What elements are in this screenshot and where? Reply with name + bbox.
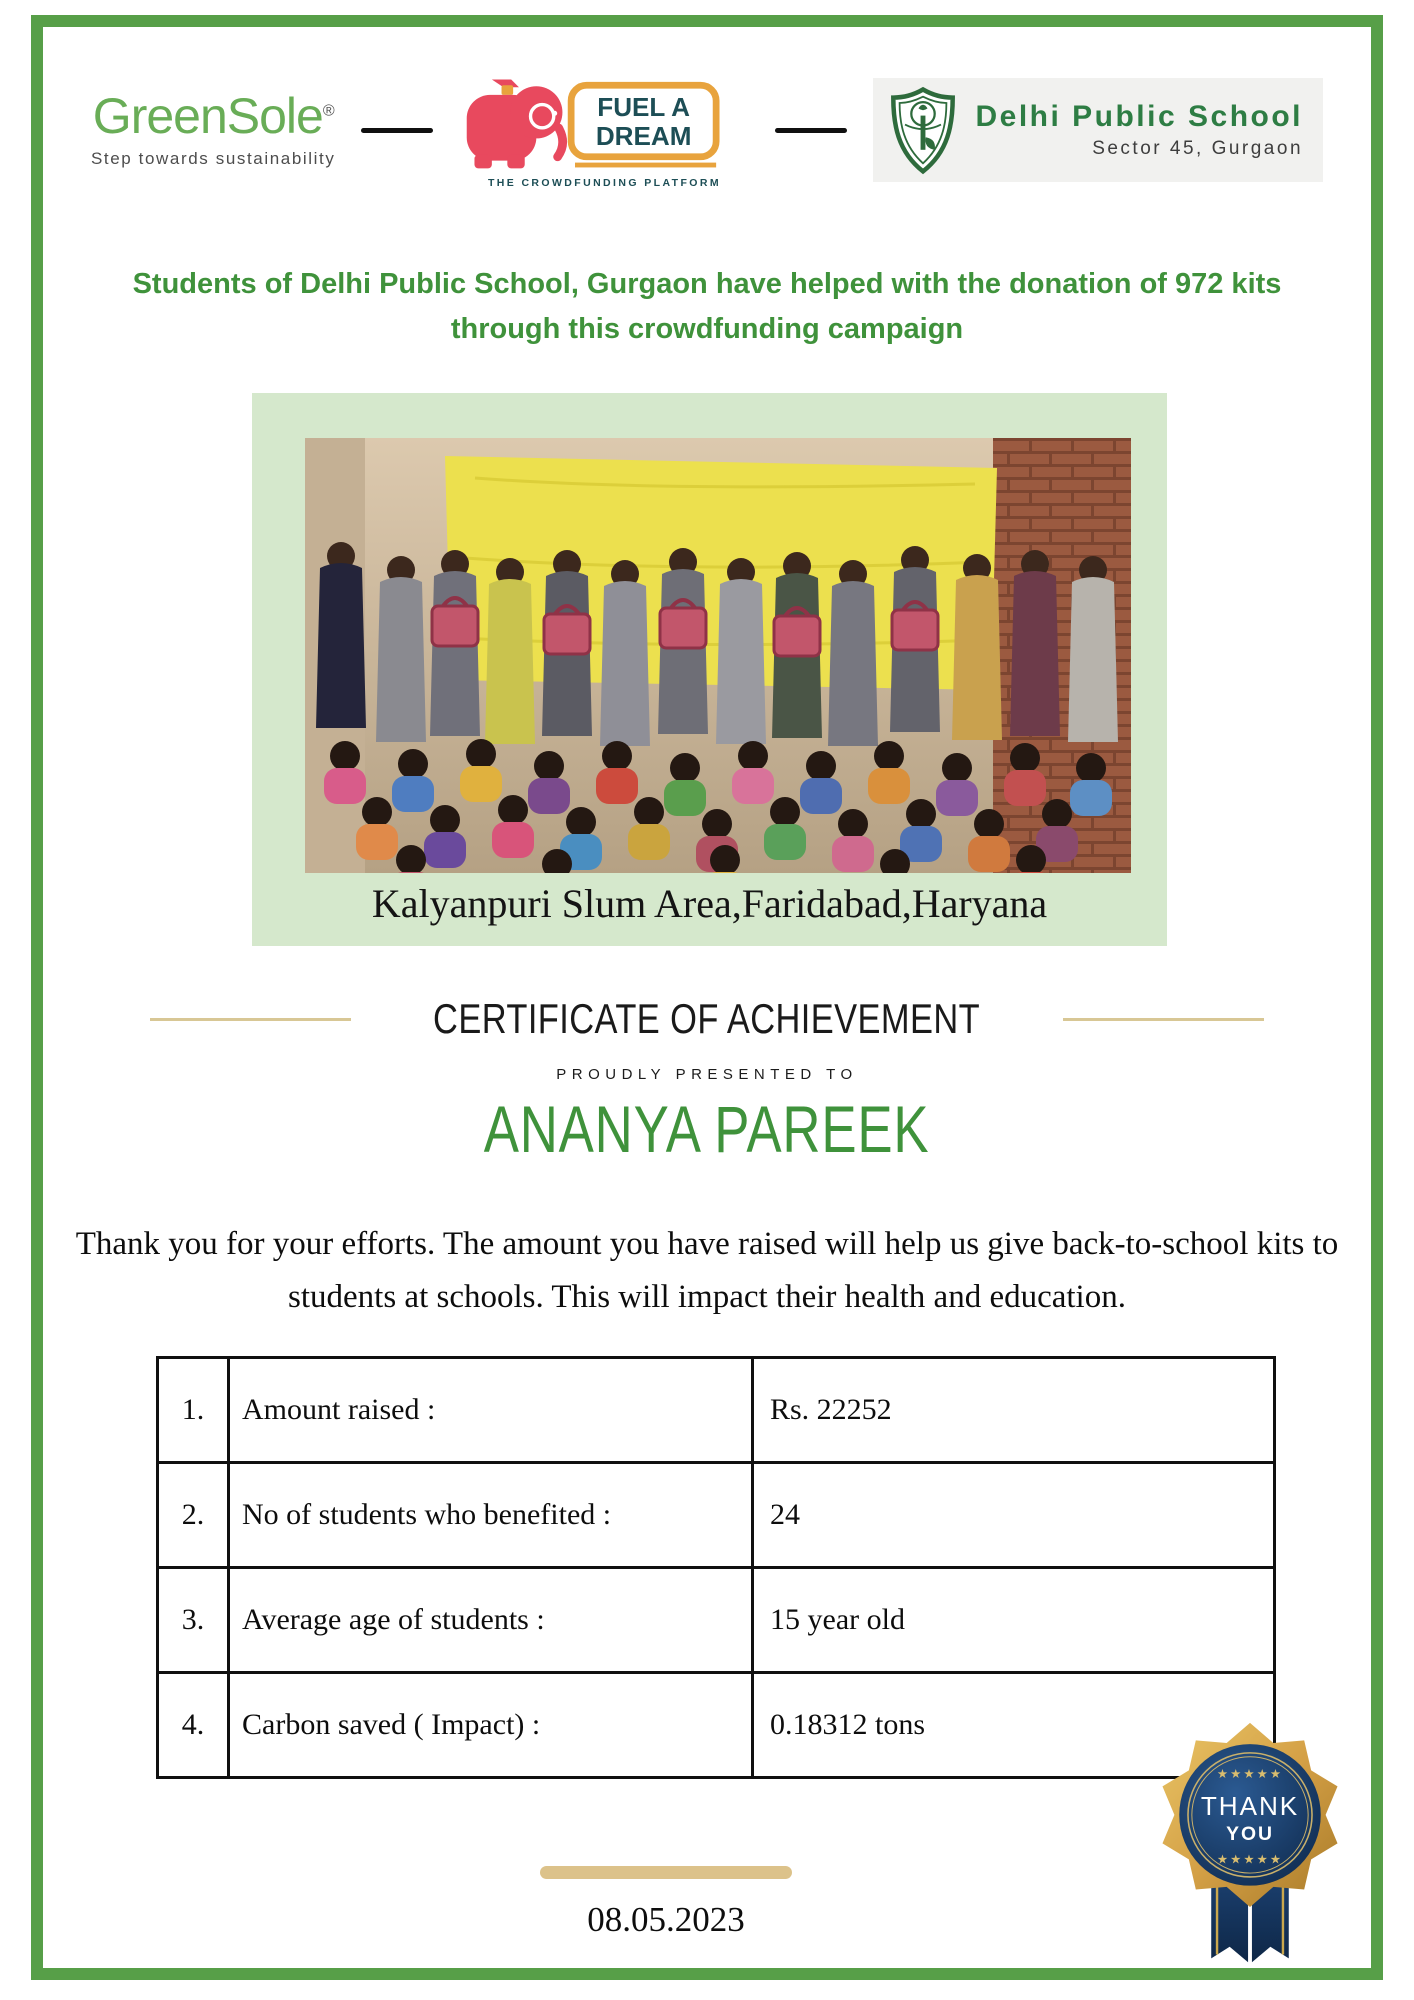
headline-line1: Students of Delhi Public School, Gurgaon have helped with the donation of 972 kits [132,268,1282,300]
dps-shield-icon [887,84,959,176]
table-row [158,1568,1275,1673]
row-label: Average age of students : [229,1568,753,1673]
table-row [158,1463,1275,1568]
event-photo [305,438,1131,873]
row-value: 0.18312 tons [753,1673,1275,1778]
table-row [158,1673,1275,1778]
partner-logos-row [55,70,1359,190]
row-label: No of students who benefited : [229,1463,753,1568]
row-value: 24 [753,1463,1275,1568]
fuel-a-dream-logo [459,72,749,189]
gold-divider [540,1866,792,1879]
greensole-tagline: Step towards sustainability [90,149,336,168]
row-value: Rs. 22252 [753,1358,1275,1463]
fad-tagline: THE CROWDFUNDING PLATFORM [487,176,721,189]
table-row [158,1358,1275,1463]
row-number: 3. [158,1568,229,1673]
row-value: 15 year old [753,1568,1275,1673]
separator-dash-icon [775,128,847,133]
photo-card [252,393,1167,946]
badge-stars-bottom: ★★★★★ [1216,1852,1284,1867]
greensole-wordmark [92,88,334,144]
badge-thank: THANK [1200,1790,1300,1821]
row-label: Amount raised : [229,1358,753,1463]
title-rule-right [1063,1018,1264,1021]
fad-text-line2: DREAM [596,120,692,151]
headline-line2: through this crowdfunding campaign [450,313,964,345]
badge-stars-top: ★★★★★ [1216,1767,1284,1782]
row-number: 4. [158,1673,229,1778]
dps-location: Sector 45, Gurgaon [1092,138,1304,159]
recipient-name [0,1092,1414,1166]
registered-mark: ® [322,102,334,120]
certificate-title-row [150,995,1264,1043]
photo-scene-illustration [305,438,1131,873]
fad-text-line1: FUEL A [597,91,691,122]
separator-dash-icon [361,128,433,133]
row-number: 2. [158,1463,229,1568]
certificate-date: 08.05.2023 [587,1900,745,1939]
title-rule-left [150,1018,351,1021]
greensole-name: GreenSole [92,88,323,144]
badge-you: YOU [1226,1823,1274,1846]
impact-stats-table [156,1356,1276,1779]
presented-to-label: PROUDLY PRESENTED TO [556,1066,858,1083]
fuel-a-dream-elephant-icon [459,72,749,172]
dps-logo-block [873,78,1323,182]
greensole-logo [90,88,336,169]
dps-name: Delhi Public School [975,100,1304,133]
row-label: Carbon saved ( Impact) : [229,1673,753,1778]
dps-text-block [975,100,1303,160]
thank-you-message: Thank you for your efforts. The amount you have raised will help us give back-to-school kits to students at schools. This will impact their health and education. [75,1226,1339,1316]
certificate-title: CERTIFICATE OF ACHIEVEMENT [433,995,981,1042]
recipient-name-text: ANANYA PAREEK [484,1092,930,1166]
campaign-headline [60,262,1354,352]
photo-caption: Kalyanpuri Slum Area,Faridabad,Haryana [371,881,1048,926]
row-number: 1. [158,1358,229,1463]
